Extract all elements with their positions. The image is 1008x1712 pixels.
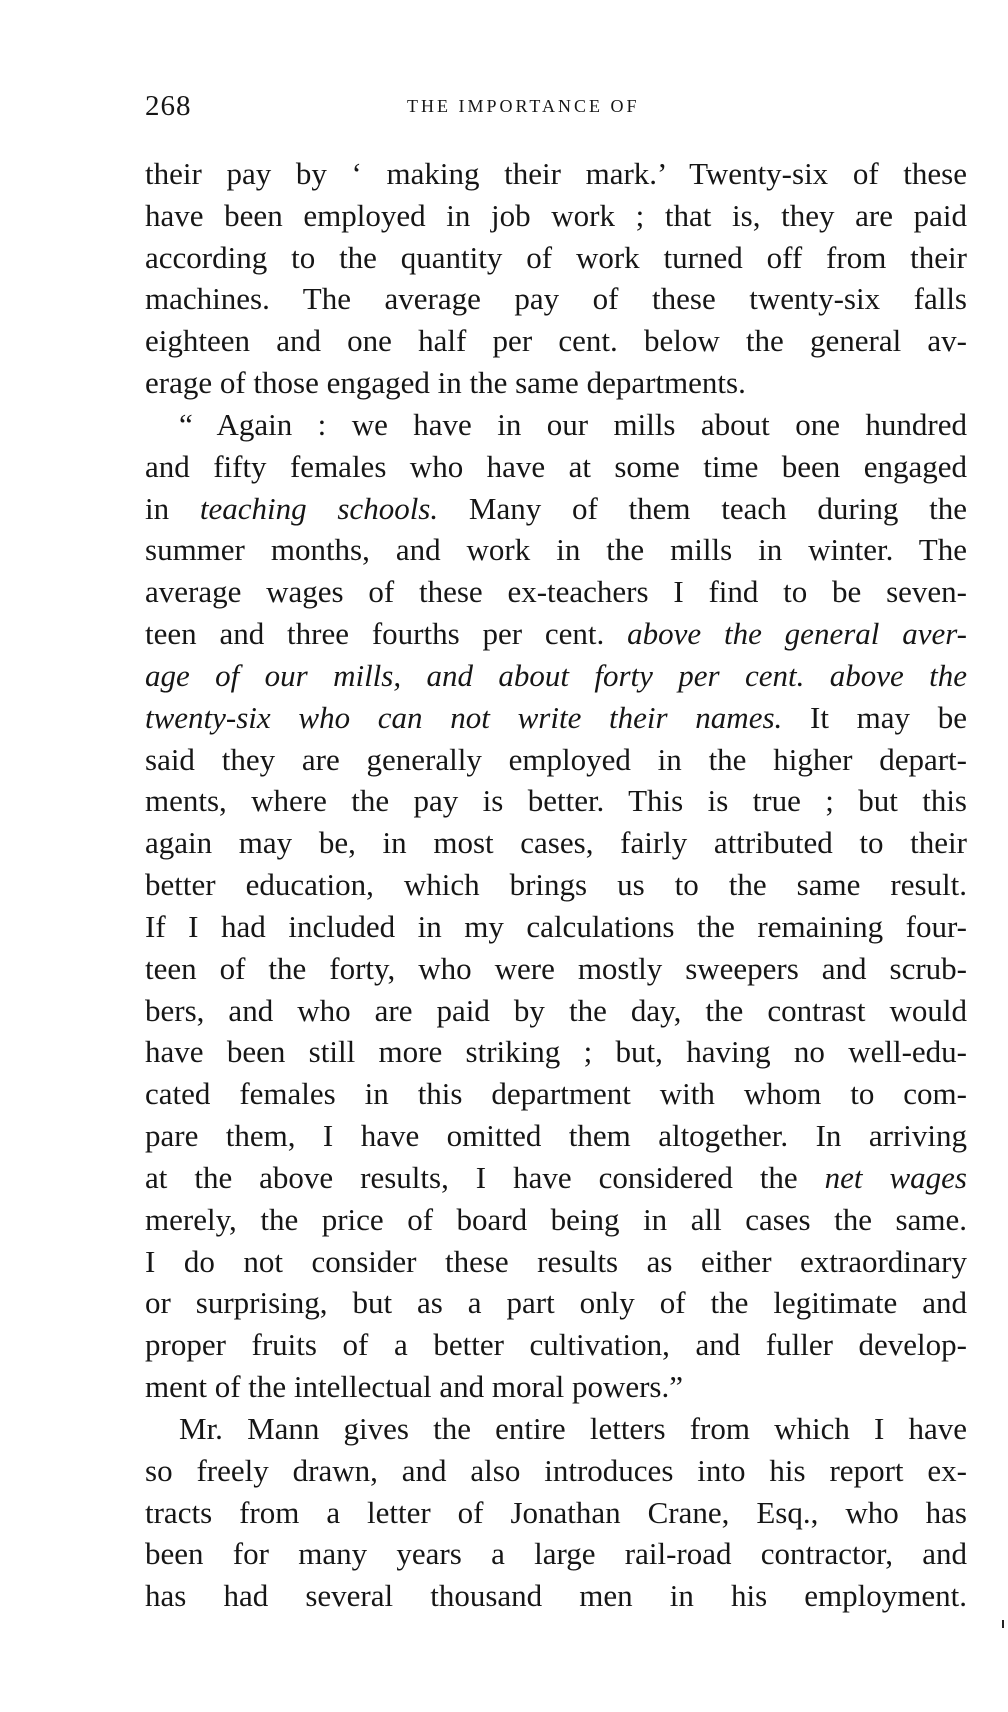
text-line <box>145 613 967 655</box>
text-segment: and fifty females who have at some time been engaged <box>145 448 967 484</box>
text-segment: Many of them teach during the <box>438 490 967 526</box>
text-line <box>145 990 967 1032</box>
text-segment: been for many years a large rail-road contractor, and <box>145 1536 967 1572</box>
text-segment: pare them, I have omitted them altogether. In arriving <box>145 1118 967 1154</box>
text-segment: teen and three fourths per cent. <box>145 616 628 652</box>
text-line <box>145 697 967 739</box>
text-line <box>145 1366 967 1408</box>
text-segment: summer months, and work in the mills in winter. The <box>145 532 967 568</box>
text-line <box>145 1157 967 1199</box>
text-segment: I do not consider these results as either extraordinary <box>145 1243 967 1279</box>
text-line <box>145 864 967 906</box>
text-segment: Mr. Mann gives the entire letters from which I have <box>179 1410 967 1446</box>
text-segment: It may be <box>782 699 967 735</box>
text-segment: their pay by ‘ making their mark.’ Twenty-six of these <box>145 156 967 191</box>
text-segment: ments, where the pay is better. This is true ; but this <box>145 783 967 819</box>
italic-text: above the general aver- <box>627 616 967 652</box>
text-segment: according to the quantity of work turned off from their <box>145 239 967 275</box>
text-segment: erage of those engaged in the same departments. <box>145 365 746 401</box>
text-line <box>145 362 967 404</box>
text-segment: If I had included in my calculations the remaining four- <box>145 908 967 944</box>
text-segment: ment of the intellectual and moral powers.” <box>145 1369 684 1405</box>
text-line <box>145 1199 967 1241</box>
text-segment: so freely drawn, and also introduces into his report ex- <box>145 1452 967 1488</box>
text-segment: has had several thousand men in his employment. <box>145 1578 967 1614</box>
text-segment: machines. The average pay of these twenty-six falls <box>145 281 967 317</box>
text-segment: eighteen and one half per cent. below the general av- <box>145 323 967 359</box>
text-segment: bers, and who are paid by the day, the contrast would <box>145 992 967 1028</box>
text-segment: better education, which brings us to the same result. <box>145 867 967 903</box>
text-segment: in <box>145 490 200 526</box>
text-segment: average wages of these ex-teachers I find to be seven- <box>145 574 967 610</box>
text-segment: have been employed in job work ; that is, they are paid <box>145 197 967 233</box>
text-line <box>145 948 967 990</box>
page-header <box>145 90 965 130</box>
italic-text: twenty-six who can not write their names. <box>145 699 783 735</box>
text-line <box>145 1324 967 1366</box>
text-segment: merely, the price of board being in all cases the same. <box>145 1201 967 1237</box>
text-line <box>145 1408 967 1450</box>
text-line <box>145 237 967 279</box>
text-segment: teen of the forty, who were mostly sweepers and scrub- <box>145 950 967 986</box>
text-line <box>145 1492 967 1534</box>
text-line <box>145 571 967 613</box>
body-text <box>145 153 967 1617</box>
text-segment: said they are generally employed in the higher depart- <box>145 741 967 777</box>
text-line <box>145 529 967 571</box>
running-head: THE IMPORTANCE OF <box>407 96 640 116</box>
edge-mark <box>1002 1620 1004 1628</box>
text-line <box>145 446 967 488</box>
text-line <box>145 1282 967 1324</box>
text-line <box>145 153 967 195</box>
text-line <box>145 1073 967 1115</box>
text-segment: tracts from a letter of Jonathan Crane, Esq., who has <box>145 1494 967 1530</box>
text-segment: “ Again : we have in our mills about one hundred <box>179 406 967 442</box>
text-line <box>145 195 967 237</box>
italic-text: age of our mills, and about forty per cent. above the <box>145 657 967 693</box>
text-line <box>145 1533 967 1575</box>
text-line <box>145 278 967 320</box>
text-segment: have been still more striking ; but, having no well-edu- <box>145 1034 967 1070</box>
text-line <box>145 739 967 781</box>
text-line <box>145 655 967 697</box>
text-line <box>145 822 967 864</box>
text-line <box>145 320 967 362</box>
page-number: 268 <box>145 90 192 122</box>
text-line <box>145 404 967 446</box>
text-segment: at the above results, I have considered the <box>145 1159 825 1195</box>
text-line <box>145 1115 967 1157</box>
text-line <box>145 488 967 530</box>
text-line <box>145 780 967 822</box>
text-segment: proper fruits of a better cultivation, and fuller develop- <box>145 1327 967 1363</box>
text-line <box>145 1575 967 1617</box>
italic-text: net wages <box>824 1159 967 1195</box>
italic-text: teaching schools. <box>199 490 439 526</box>
text-line <box>145 1241 967 1283</box>
text-segment: or surprising, but as a part only of the legitimate and <box>145 1285 967 1321</box>
text-line <box>145 1450 967 1492</box>
text-line <box>145 906 967 948</box>
text-segment: again may be, in most cases, fairly attributed to their <box>145 825 967 861</box>
text-line <box>145 1031 967 1073</box>
text-segment: cated females in this department with whom to com- <box>145 1076 967 1112</box>
